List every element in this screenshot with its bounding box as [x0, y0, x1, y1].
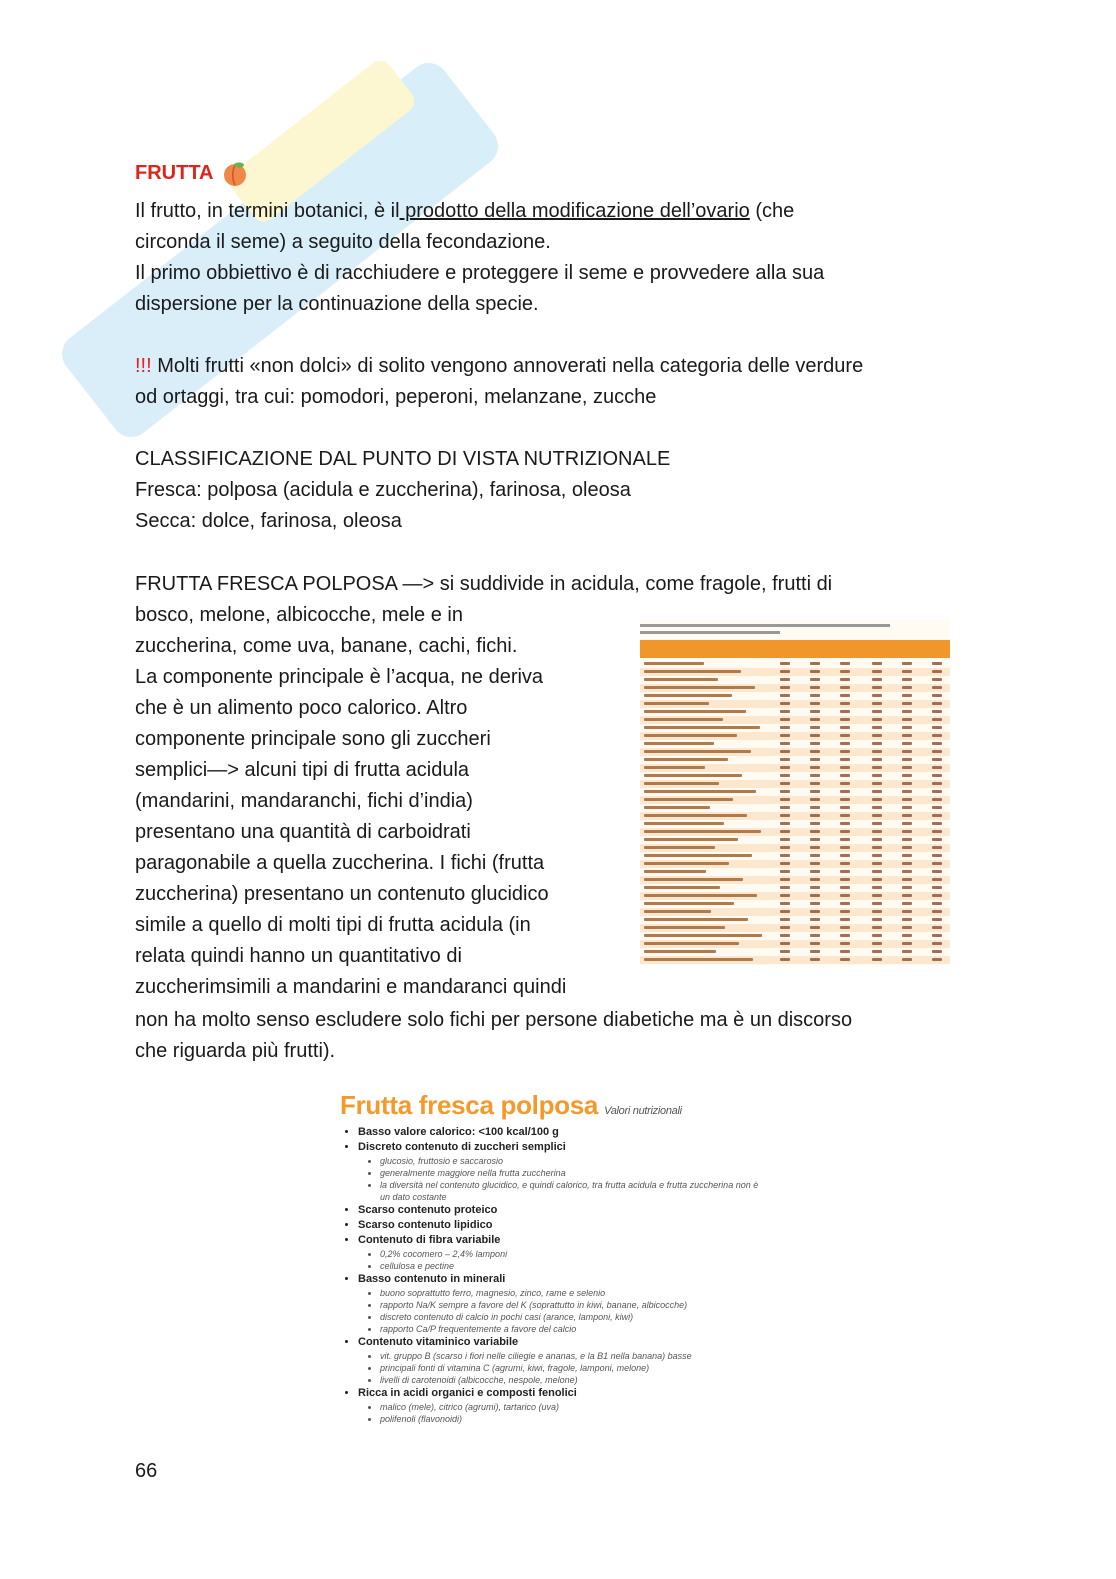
figure-bullet: • Scarso contenuto lipidico — [358, 1218, 760, 1233]
table-row — [640, 748, 950, 756]
table-row — [640, 900, 950, 908]
figure-sub-bullet: • generalmente maggiore nella frutta zuccherina — [380, 1167, 760, 1179]
table-row — [640, 812, 950, 820]
fresh-line-5: che è un alimento poco calorico. Altro — [135, 697, 468, 719]
figure-sub-bullet: • discreto contenuto di calcio in pochi casi (arance, lamponi, kiwi) — [380, 1311, 760, 1323]
intro-line-2: circonda il seme) a seguito della fecondazione. — [135, 231, 551, 253]
definition-underline: prodotto della modificazione dell’ovario — [399, 200, 750, 222]
title-text: FRUTTA — [135, 162, 214, 184]
table-row — [640, 868, 950, 876]
table-row — [640, 708, 950, 716]
intro-line-3: Il primo obbiettivo è di racchiudere e proteggere il seme e provvedere alla sua — [135, 262, 825, 284]
table-row — [640, 700, 950, 708]
table-row — [640, 844, 950, 852]
table-row — [640, 876, 950, 884]
figure-title: Frutta fresca polposa Valori nutrizionali — [340, 1090, 682, 1120]
fresh-line-2: bosco, melone, albicocche, mele e in — [135, 604, 463, 626]
fresh-line-6: componente principale sono gli zuccheri — [135, 728, 491, 750]
figure-bullet: • Ricca in acidi organici e composti fenolici • malico (mele), citrico (agrumi), tartarico (uva) • polifenoli (flavonoidi) — [358, 1386, 760, 1425]
table-row — [640, 908, 950, 916]
table-row — [640, 860, 950, 868]
figure-bullet: • Basso valore calorico: <100 kcal/100 g — [358, 1125, 760, 1140]
table-row — [640, 948, 950, 956]
table-row — [640, 676, 950, 684]
figure-sub-bullet: • polifenoli (flavonoidi) — [380, 1413, 760, 1425]
table-row — [640, 684, 950, 692]
fresh-line-4: La componente principale è l’acqua, ne deriva — [135, 666, 544, 688]
figure-sub-bullet: • 0,2% cocomero – 2,4% lamponi — [380, 1248, 760, 1260]
table-row — [640, 796, 950, 804]
table-row — [640, 916, 950, 924]
peach-icon — [222, 161, 248, 187]
table-row — [640, 788, 950, 796]
table-row — [640, 932, 950, 940]
table-row — [640, 780, 950, 788]
figure-sub-bullet: • malico (mele), citrico (agrumi), tartarico (uva) — [380, 1401, 760, 1413]
fresh-line-10: paragonabile a quella zuccherina. I fichi (frutta — [135, 852, 545, 874]
figure-sub-bullet: • glucosio, fruttosio e saccarosio — [380, 1155, 760, 1167]
fresh-line-15: non ha molto senso escludere solo fichi per persone diabetiche ma è un discorso — [135, 1009, 853, 1031]
table-row — [640, 828, 950, 836]
nutrition-values-figure — [340, 1090, 760, 1440]
table-row — [640, 852, 950, 860]
table-row — [640, 956, 950, 964]
figure-bullet: • Contenuto di fibra variabile • 0,2% cocomero – 2,4% lamponi • cellulosa e pectine — [358, 1233, 760, 1272]
note-line-1: !!! Molti frutti «non dolci» di solito vengono annoverati nella categoria delle verdure — [135, 355, 864, 377]
classification-fresh: Fresca: polposa (acidula e zuccherina), farinosa, oleosa — [135, 479, 631, 501]
figure-sub-bullet: • buono soprattutto ferro, magnesio, zinco, rame e selenio — [380, 1287, 760, 1299]
table-row — [640, 892, 950, 900]
figure-sub-bullet: • livelli di carotenoidi (albicocche, nespole, melone) — [380, 1374, 760, 1386]
table-row — [640, 884, 950, 892]
table-row — [640, 940, 950, 948]
figure-bullet: • Discreto contenuto di zuccheri semplici • glucosio, fruttosio e saccarosio • generalmente maggiore nella frutta zuccherina • la diversità nel contenuto glucidico, e quindi calorico, tra frutta acidula e frutta zuccherina non è un dato costante — [358, 1140, 760, 1203]
intro-line-1: Il frutto, in termini botanici, è il prodotto della modificazione dell’ovario (che — [135, 200, 795, 222]
table-row — [640, 764, 950, 772]
table-row — [640, 660, 950, 668]
classification-dry: Secca: dolce, farinosa, oleosa — [135, 510, 402, 532]
figure-sub-bullet: • rapporto Na/K sempre a favore del K (soprattutto in kiwi, banane, albicocche) — [380, 1299, 760, 1311]
table-row — [640, 820, 950, 828]
page-number: 66 — [135, 1460, 158, 1482]
figure-sub-bullet: • cellulosa e pectine — [380, 1260, 760, 1272]
intro-line-4: dispersione per la continuazione della specie. — [135, 293, 539, 315]
figure-bullet: • Basso contenuto in minerali • buono soprattutto ferro, magnesio, zinco, rame e selenio • rapporto Na/K sempre a favore del K (soprattutto in kiwi, banane, albicocche) • discreto contenuto di calcio in pochi casi (arance, lamponi, kiwi) • rapporto Ca/P frequentemente a favore del calcio — [358, 1272, 760, 1335]
note-mark: !!! — [135, 355, 152, 377]
table-header — [640, 640, 950, 658]
table-row — [640, 836, 950, 844]
figure-bullet: • Scarso contenuto proteico — [358, 1203, 760, 1218]
figure-subtitle: Valori nutrizionali — [604, 1105, 682, 1117]
note-line-2: od ortaggi, tra cui: pomodori, peperoni, melanzane, zucche — [135, 386, 657, 408]
classification-heading: CLASSIFICAZIONE DAL PUNTO DI VISTA NUTRIZIONALE — [135, 448, 671, 470]
table-row — [640, 804, 950, 812]
figure-sub-bullet: • vit. gruppo B (scarso i fiori nelle ciliegie e ananas, e la B1 nella banana) basse — [380, 1350, 760, 1362]
fresh-line-14: zuccherimsimili a mandarini e mandaranci quindi — [135, 976, 567, 998]
fresh-line-13: relata quindi hanno un quantitativo di — [135, 945, 462, 967]
table-row — [640, 692, 950, 700]
table-row — [640, 732, 950, 740]
fresh-line-11: zuccherina) presentano un contenuto glucidico — [135, 883, 549, 905]
table-row — [640, 716, 950, 724]
fresh-line-3: zuccherina, come uva, banane, cachi, fichi. — [135, 635, 518, 657]
figure-sub-bullet: • principali fonti di vitamina C (agrumi, kiwi, fragole, lamponi, melone) — [380, 1362, 760, 1374]
fresh-line-16: che riguarda più frutti). — [135, 1040, 336, 1062]
fresh-line-8: (mandarini, mandaranchi, fichi d’india) — [135, 790, 473, 812]
nutrition-table-image — [640, 620, 950, 965]
fresh-line-7: semplici—> alcuni tipi di frutta acidula — [135, 759, 470, 781]
fresh-line-1: FRUTTA FRESCA POLPOSA —> si suddivide in acidula, come fragole, frutti di — [135, 573, 833, 595]
table-caption — [640, 622, 950, 638]
figure-bullet: • Contenuto vitaminico variabile • vit. gruppo B (scarso i fiori nelle ciliegie e ananas, e la B1 nella banana) basse • principali fonti di vitamina C (agrumi, kiwi, fragole, lamponi, melone) • livelli di carotenoidi (albicocche, nespole, melone) — [358, 1335, 760, 1386]
figure-sub-bullet: • la diversità nel contenuto glucidico, e quindi calorico, tra frutta acidula e frutta zuccherina non è un dato costante — [380, 1179, 760, 1203]
table-row — [640, 668, 950, 676]
table-row — [640, 756, 950, 764]
figure-bullet-list — [340, 1125, 760, 1425]
page-title — [135, 158, 248, 189]
table-row — [640, 772, 950, 780]
fresh-line-9: presentano una quantità di carboidrati — [135, 821, 471, 843]
fresh-line-12: simile a quello di molti tipi di frutta acidula (in — [135, 914, 531, 936]
figure-sub-bullet: • rapporto Ca/P frequentemente a favore del calcio — [380, 1323, 760, 1335]
table-row — [640, 724, 950, 732]
table-row — [640, 924, 950, 932]
table-row — [640, 740, 950, 748]
